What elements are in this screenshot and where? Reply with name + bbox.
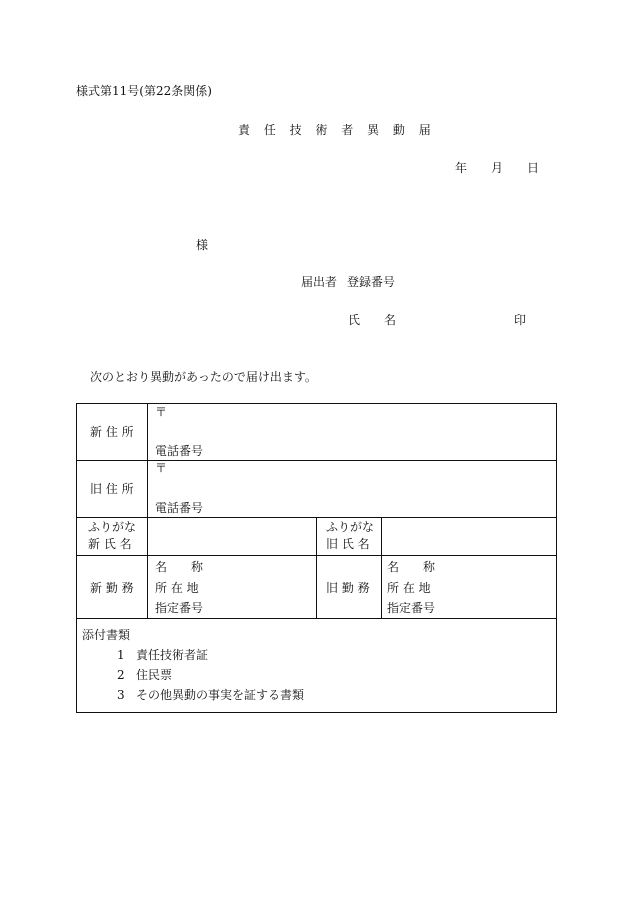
- old-work-label: 旧 勤 務: [326, 581, 370, 595]
- row-divider: [77, 618, 556, 619]
- old-work-field-name: 名 称: [387, 560, 436, 574]
- intro-text: 次のとおり異動があったので届け出ます。: [90, 370, 317, 384]
- old-work-field-location: 所 在 地: [387, 581, 431, 595]
- new-work-label: 新 勤 務: [90, 581, 134, 595]
- col-divider: [147, 404, 148, 618]
- date-row: [455, 161, 539, 175]
- date-year-label: 年: [455, 161, 468, 175]
- date-month-label: 月: [491, 161, 504, 175]
- old-name-label: 旧 氏 名: [326, 537, 370, 551]
- applicant-row: [301, 275, 395, 289]
- attachment-number: 1: [117, 648, 125, 662]
- new-work-field-location: 所 在 地: [155, 581, 199, 595]
- document-title: 責 任 技 術 者 異 動 届: [238, 123, 436, 137]
- col-divider: [316, 517, 317, 618]
- registration-number-label: 登録番号: [347, 275, 396, 289]
- row-divider: [77, 460, 556, 461]
- addressee-suffix: 様: [196, 238, 209, 252]
- old-address-postal-mark: 〒: [155, 461, 168, 475]
- date-day-label: 日: [527, 161, 540, 175]
- new-name-furigana-label: ふりがな: [88, 520, 137, 534]
- old-name-furigana-label: ふりがな: [326, 520, 375, 534]
- new-address-postal-mark: 〒: [155, 405, 168, 419]
- old-address-phone-label: 電話番号: [155, 501, 204, 515]
- old-address-label: 旧 住 所: [90, 482, 134, 496]
- attachments-title: 添付書類: [82, 628, 131, 642]
- name-label: 氏 名: [348, 313, 397, 327]
- attachment-item: 住民票: [136, 668, 173, 682]
- new-name-label: 新 氏 名: [88, 537, 132, 551]
- form-table: [76, 403, 557, 713]
- seal-label: 印: [514, 313, 527, 327]
- new-work-field-name: 名 称: [155, 560, 204, 574]
- applicant-label: 届出者: [301, 275, 338, 289]
- attachment-item: 責任技術者証: [136, 648, 209, 662]
- new-address-label: 新 住 所: [90, 425, 134, 439]
- attachment-number: 3: [117, 688, 125, 702]
- old-work-field-number: 指定番号: [387, 601, 436, 615]
- form-number-label: 様式第11号(第22条関係): [76, 84, 212, 98]
- col-divider: [381, 517, 382, 618]
- attachment-number: 2: [117, 668, 125, 682]
- new-address-phone-label: 電話番号: [155, 444, 204, 458]
- name-row: [348, 313, 527, 327]
- new-work-field-number: 指定番号: [155, 601, 204, 615]
- attachment-item: その他異動の事実を証する書類: [136, 688, 305, 702]
